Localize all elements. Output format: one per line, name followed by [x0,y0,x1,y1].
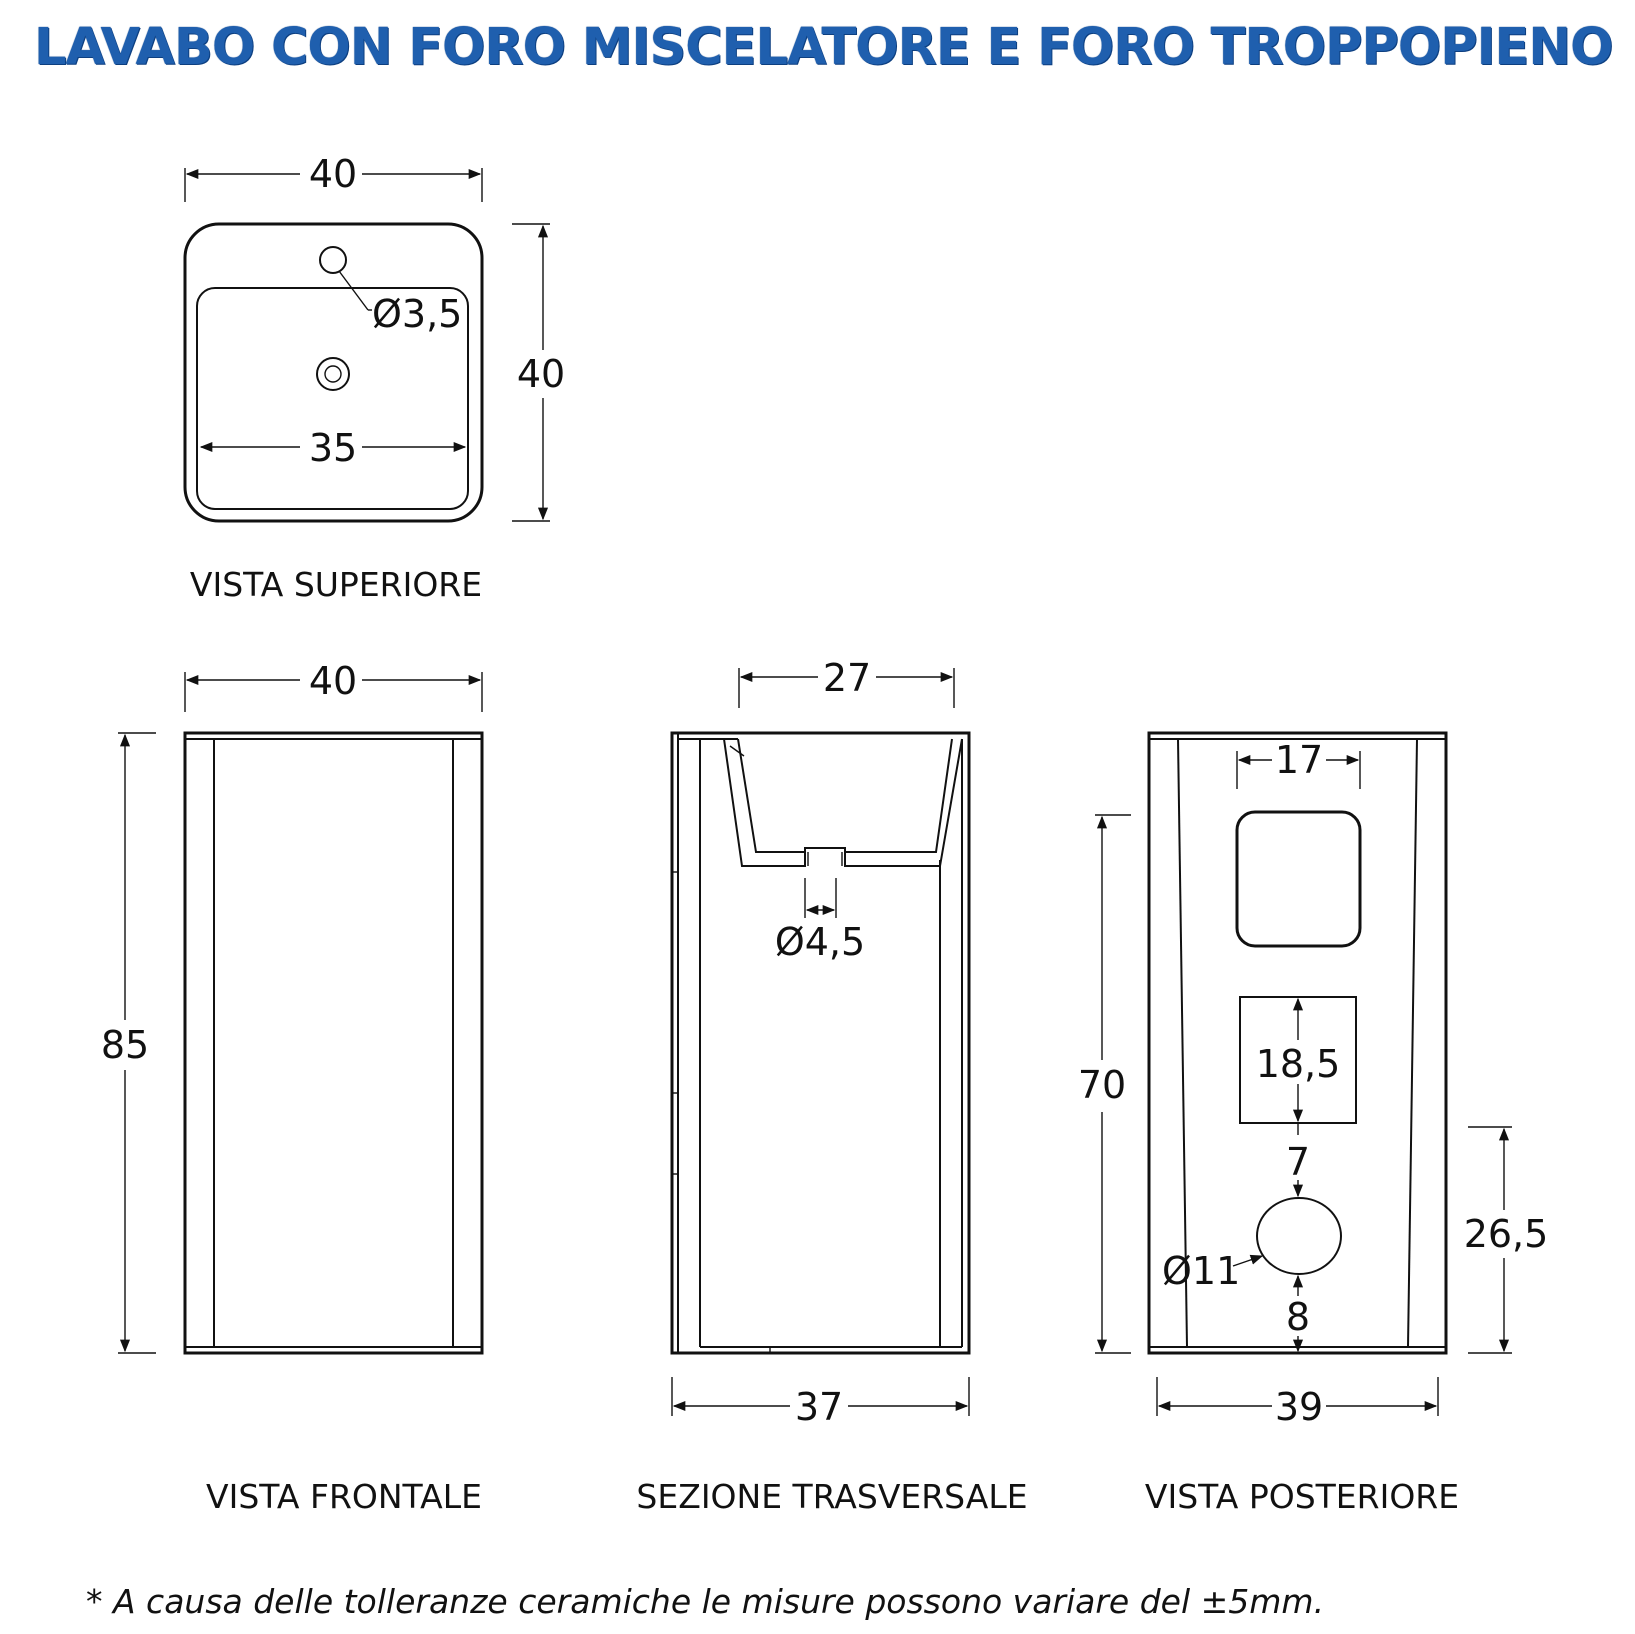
front-height-dimension [101,733,156,1353]
front-view [101,659,482,1516]
front-view-label: VISTA FRONTALE [206,1477,482,1516]
drain-label: Ø4,5 [774,920,866,964]
rear-bottom-gap-label: 8 [1285,1295,1311,1339]
rear-height-dimension [1078,815,1131,1353]
tolerance-note: * A causa delle tolleranze ceramiche le misure possono variare del ±5mm. [86,1582,1325,1621]
front-width-dimension [185,659,482,712]
section-top-label: 27 [822,656,872,700]
top-outline [185,224,482,521]
top-width-label: 40 [308,152,358,196]
rear-base-label: 39 [1274,1385,1324,1429]
tap-hole-label: Ø3,5 [372,292,463,336]
rear-opening-width-dimension [1237,738,1360,789]
front-outline [185,733,482,1353]
rear-base-dimension [1157,1377,1438,1429]
rear-opening-width-label: 17 [1274,738,1324,782]
rear-view-label: VISTA POSTERIORE [1144,1477,1460,1516]
drain-dimension [775,878,865,964]
top-view [185,152,565,604]
section-base-dimension [672,1377,969,1429]
top-view-label: VISTA SUPERIORE [189,565,483,604]
top-depth-label: 40 [516,352,566,396]
tap-hole [320,247,346,273]
rear-pipe-hole-label: Ø11 [1162,1249,1241,1293]
top-depth-dimension [512,224,565,521]
rear-view [1078,733,1548,1516]
front-height-label: 85 [100,1023,150,1067]
section-base-label: 37 [794,1385,844,1429]
cross-section-view [636,656,1027,1516]
section-outline [672,733,969,1353]
section-view-label: SEZIONE TRASVERSALE [636,1477,1028,1516]
rear-hole-height-label: 26,5 [1463,1212,1549,1256]
top-drain [317,358,349,390]
rear-upper-opening [1237,812,1360,946]
section-top-dimension [739,656,954,708]
page-title: LAVABO CON FORO MISCELATORE E FORO TROPPOPIENO [34,18,1613,77]
front-width-label: 40 [308,659,358,703]
rear-pipe-hole [1257,1198,1341,1274]
rear-opening-height-label: 18,5 [1255,1042,1341,1086]
rear-height-label: 70 [1077,1063,1127,1107]
basin-width-label: 35 [308,426,358,470]
basin-width-dimension [201,426,465,470]
rear-gap-label: 7 [1285,1140,1311,1184]
rear-hole-height-dimension [1464,1127,1549,1353]
top-width-dimension [185,152,482,202]
